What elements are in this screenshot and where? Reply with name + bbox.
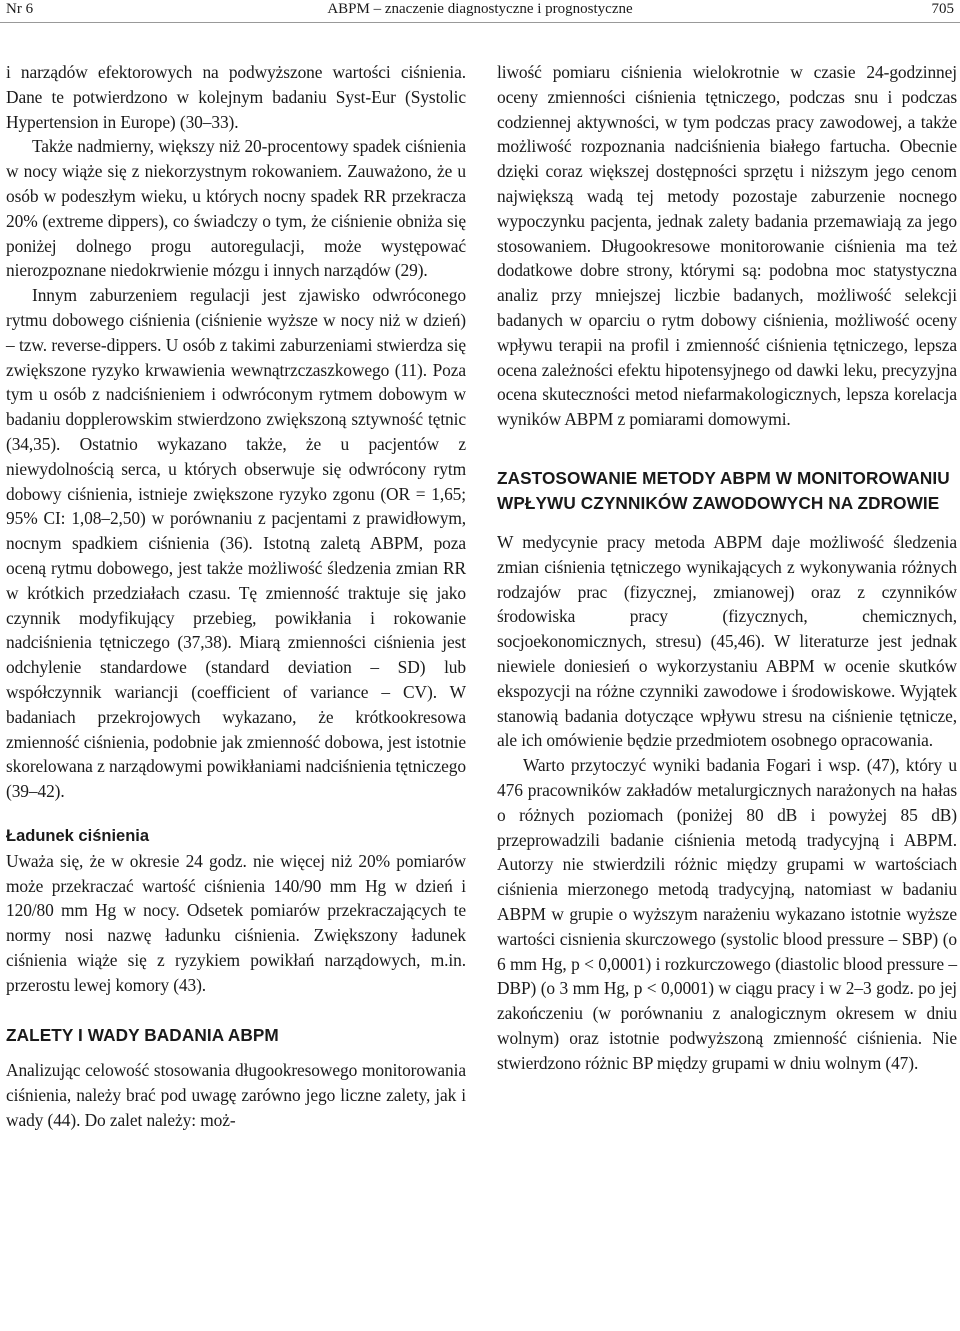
- paragraph: Analizując celowość stosowania długookresowego monitorowania ciśnienia, należy brać pod uwagę zarówno jego liczne zalety, jak i wady (44). Do zalet należy: moż-: [6, 1060, 466, 1131]
- header-rule: [0, 22, 960, 23]
- section-heading-occupational: ZASTOSOWANIE METODY ABPM W MONITOROWANIU WPŁYWU CZYNNIKÓW ZAWODOWYCH NA ZDROWIE: [497, 467, 950, 513]
- paragraph: Także nadmierny, większy niż 20-procentowy spadek ciśnienia w nocy wiąże się z niekorzystnym rokowaniem. Zauważono, że u osób w podeszłym wieku, u których nocny spadek RR przekracza 20% (extreme dippers), co świadczy o tym, że ciśnienie obniża się poniżej dolnego progu autoregulacji, może występować nierozpoznane niedokrwienie mózgu i innych narządów (29).: [6, 136, 466, 281]
- left-column: [6, 60, 466, 1133]
- paragraph: i narządów efektorowych na podwyższone wartości ciśnienia. Dane te potwierdzono w kolejnym badaniu Syst-Eur (Systolic Hypertension in Europe) (30–33).: [6, 62, 466, 132]
- section-heading-pros-cons: ZALETY I WADY BADANIA ABPM: [6, 1025, 279, 1046]
- paragraph: liwość pomiaru ciśnienia wielokrotnie w czasie 24-godzinnej oceny zmienności ciśnienia tętniczego, podczas snu i podczas codziennej aktywności, w tym podczas pracy zawodowej, a także możliwość rozpoznania nadciśnienia białego fartucha. Obecnie dzięki coraz większej dostępności sprzętu i niższym jego cenom największą wadą tej metody pozostaje zaburzenie nocnego wypoczynku pacjenta, jednak zalety badania przemawiają za jego stosowaniem. Długookresowe monitorowanie ciśnienia ma też dodatkowe dobre strony, którymi są: podobna moc statystyczna analiz przy mniejszej liczbie badanych, możliwość selekcji badanych w oparciu o rytm dobowy ciśnienia, możliwość oceny wpływu terapii na profil i zmienność ciśnienia tętniczego, lepsza ocena zależności efektu hipotensyjnego od dawki leku, precyzyjna ocena skuteczności metod niefarmakologicznych, lepsza korelacja wyników ABPM z pomiarami domowymi.: [497, 62, 957, 430]
- right-column: [497, 60, 957, 1075]
- issue-number: Nr 6: [6, 1, 34, 17]
- running-header: [6, 0, 954, 20]
- running-title: ABPM – znaczenie diagnostyczne i prognostyczne: [327, 1, 633, 17]
- page-number: 705: [931, 1, 954, 17]
- paragraph: Warto przytoczyć wyniki badania Fogari i wsp. (47), który u 476 pracowników zakładów metalurgicznych narażonych na hałas o różnych poziomach (poniżej 80 dB i powyżej 85 dB) przeprowadzili badanie ciśnienia metodą tradycyjną i ABPM. Autorzy nie stwierdzili różnic między grupami w wartościach ciśnienia mierzonego metodą tradycyjną, natomiast w badaniu ABPM w grupie o wyższym narażeniu wykazano istotnie wyższe wartości cisnienia skurczowego (systolic blood pressure – SBP) (o 6 mm Hg, p < 0,0001) i rozkurczowego (diastolic blood pressure – DBP) (o 3 mm Hg, p < 0,0001) w ciągu pracy i w 2–3 godz. po jej zakończeniu (w porównaniu z analogicznym okresem w dniu wolnym) oraz istotnie podwyższoną zmienność ciśnienia. Nie stwierdzono różnic BP między grupami w dniu wolnym (47).: [497, 755, 957, 1073]
- paragraph: W medycynie pracy metoda ABPM daje możliwość śledzenia zmian ciśnienia tętniczego wynikających z wykonywania różnych rodzajów prac (fizycznej, zmianowej) oraz z czynników środowiska pracy (fizycznych, chemicznych, socjoekonomicznych, stresu) (45,46). W literaturze jest jednak niewiele doniesień o wykorzystaniu ABPM w ocenie skutków ekspozycji na różne czynniki zawodowe i środowiskowe. Wyjątek stanowią badania dotyczące wpływu stresu na ciśnienie tętnicze, ale ich omówienie będzie przedmiotem osobnego opracowania.: [497, 531, 957, 751]
- paragraph: Uważa się, że w okresie 24 godz. nie więcej niż 20% pomiarów może przekraczać wartość ciśnienia 140/90 mm Hg w dzień i 120/80 mm Hg w nocy. Odsetek pomiarów przekraczających te normy nosi nazwę ładunku ciśnienia. Zwiększony ładunek ciśnienia wiąże się z ryzykiem powikłań narządowych, m.in. przerostu lewej komory (43).: [6, 850, 466, 995]
- subheading-blood-pressure-load: Ładunek ciśnienia: [6, 826, 150, 845]
- paragraph: Innym zaburzeniem regulacji jest zjawisko odwróconego rytmu dobowego ciśnienia (ciśnienie wyższe w nocy niż w dzień) – tzw. reverse-dippers. U osób z takimi zaburzeniami stwierdza się zwiększone ryzyko krwawienia wewnątrzczaszkowego (11). Poza tym u osób z nadciśnieniem i odwróconym rytmem dobowym w badaniu dopplerowskim stwierdzono zwiększoną sztywność tętnic (34,35). Ostatnio wykazano także, że u pacjentów z niewydolnością serca, u których obserwuje się odwrócony rytm dobowy ciśnienia, istnieje zwiększone ryzyko zgonu (OR = 1,65; 95% CI: 1,08–2,50) w porównaniu z pacjentami z prawidłowym, nocnym spadkiem ciśnienia (36). Istotną zaletą ABPM, poza oceną rytmu dobowego, jest także możliwość śledzenia zmian RR w krótkich przedziałach czasu. Tę zmienność traktuje się jako czynnik modyfikujący przebieg, powikłania i rokowanie nadciśnienia tętniczego (37,38). Miarą zmienności ciśnienia jest odchylenie standardowe (standard deviation – SD) lub współczynnik wariancji (coefficient of variance – CV). W badaniach przekrojowych wykazano, że krótkookresowa zmienność ciśnienia, podobnie jak zmienność dobowa, jest istotnie skorelowana z narządowymi powikłaniami nadciśnienia tętniczego (39–42).: [6, 285, 466, 802]
